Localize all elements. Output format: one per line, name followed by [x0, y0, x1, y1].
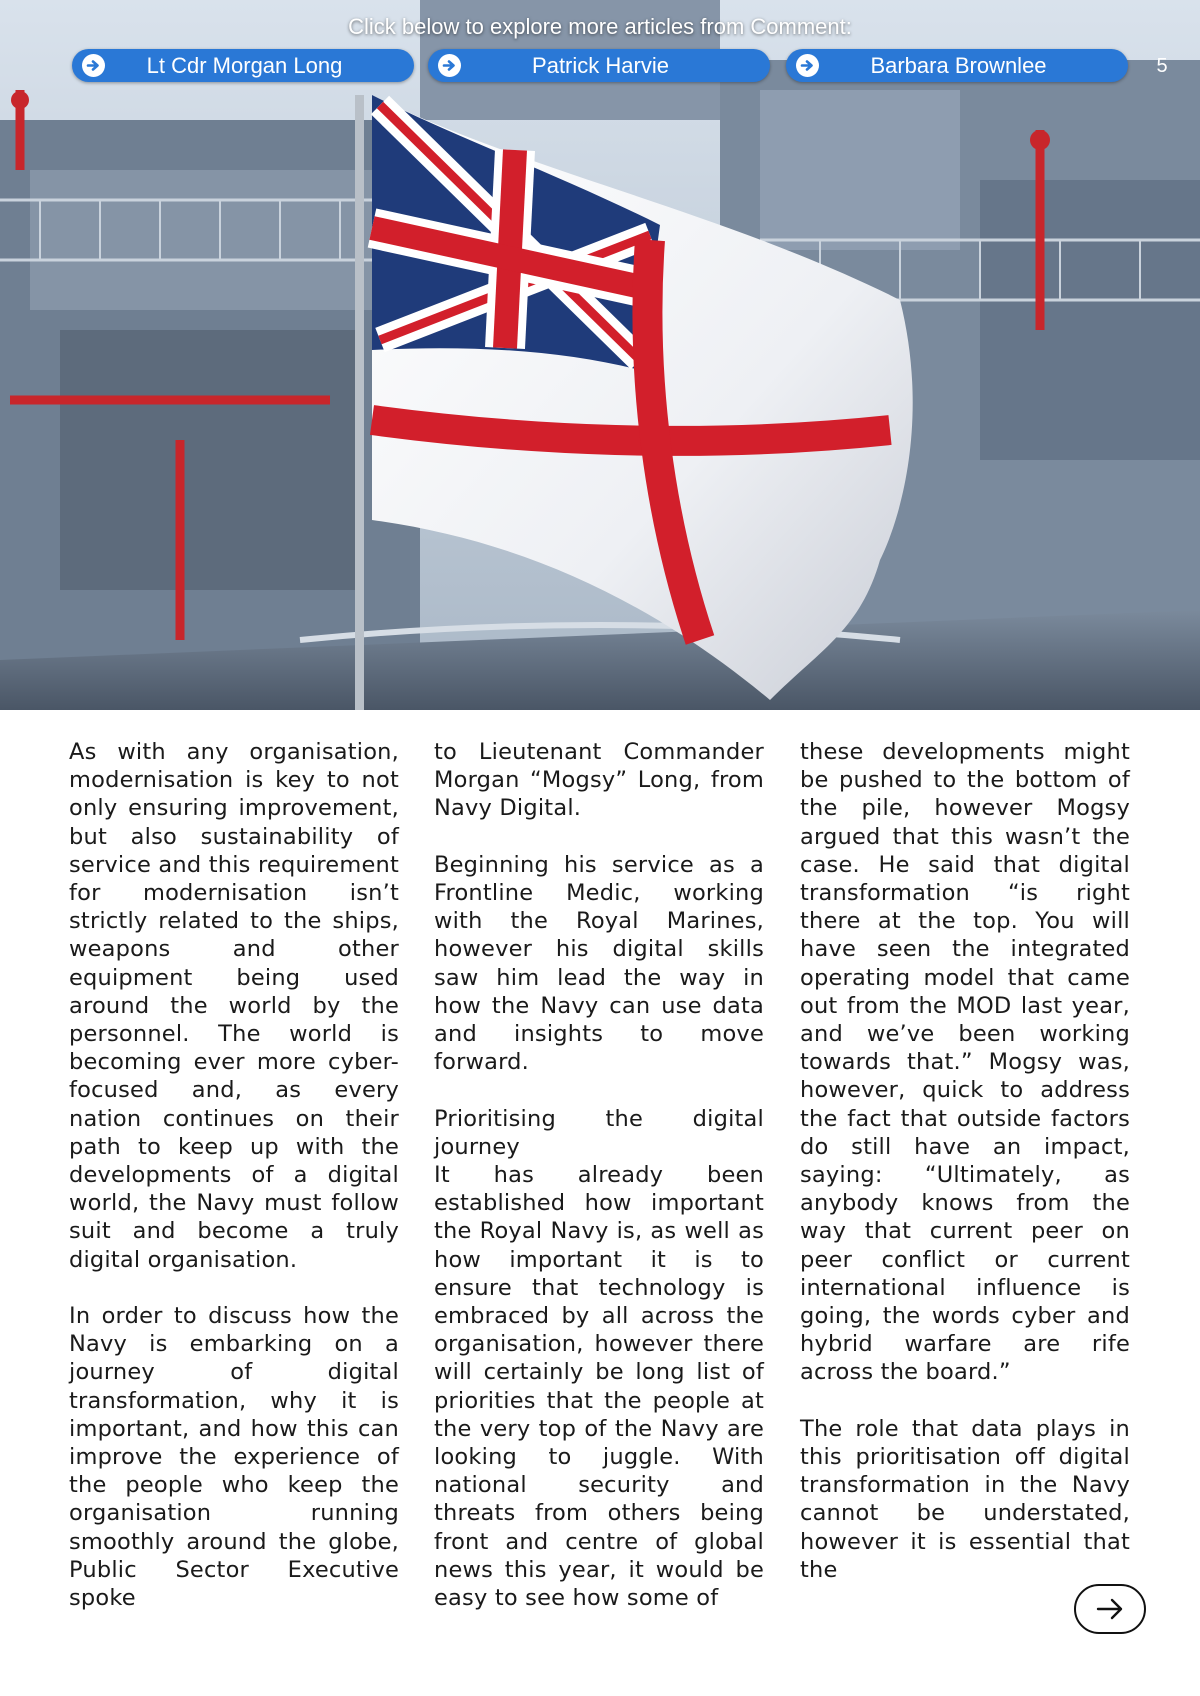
article-link-label: Patrick Harvie [532, 52, 669, 78]
article-paragraph: to Lieutenant Commander Morgan “Mogsy” Long, from Navy Digital. [434, 739, 764, 822]
article-paragraph: As with any organisation, modernisation is key to not only ensuring improvement, but also sustainability of service and this requirement for modernisation isn’t strictly related to the ships, weapons and other equipment being used around the world by the personnel. The world is becoming ever more cyber-focused and, as every nation continues on their path to keep up with the developments of a digital world, the Navy must follow suit and become a truly digital organisation. [69, 739, 399, 1273]
next-page-button[interactable] [1074, 1584, 1146, 1634]
hero-image [0, 0, 1200, 710]
article-paragraph: The role that data plays in this prioritisation off digital transformation in the Navy cannot be understated, however it is essential that the [800, 1415, 1130, 1583]
article-column-1 [69, 738, 399, 1640]
arrow-circle-right-icon [438, 54, 461, 77]
ship-flag-illustration [0, 0, 1200, 710]
article-link-barbara-brownlee[interactable] [786, 49, 1128, 82]
article-paragraph: these developments might be pushed to the bottom of the pile, however Mogsy argued that this wasn’t the case. He said that digital transformation “is right there at the top. You will have seen the integrated operating model that came out from the MOD last year, and we’ve been working towards that.” Mogsy was, however, quick to address the fact that outside factors do still have an impact, saying: “Ultimately, as anybody knows from the way that current peer on peer conflict or current international influence is going, the words cyber and hybrid warfare are rife across the board.” [800, 739, 1130, 1386]
arrow-circle-right-icon [796, 54, 819, 77]
article-column-3 [800, 738, 1130, 1612]
article-link-label: Barbara Brownlee [870, 52, 1047, 78]
article-paragraph: Beginning his service as a Frontline Medic, working with the Royal Marines, however his digital skills saw him lead the way in how the Navy can use data and insights to move forward. [434, 851, 764, 1076]
explore-articles-heading: Click below to explore more articles from Comment: [348, 14, 852, 39]
section-subheading: Prioritising the digital journey [434, 1105, 764, 1160]
arrow-right-icon [1095, 1597, 1125, 1621]
article-link-patrick-harvie[interactable] [428, 49, 770, 82]
article-paragraph: In order to discuss how the Navy is embarking on a journey of digital transformation, why it is important, and how this can improve the experience of the people who keep the organisation running smoothly around the globe, Public Sector Executive spoke [69, 1303, 399, 1612]
article-paragraph: It has already been established how important the Royal Navy is, as well as how important it is to ensure that technology is embraced by all across the organisation, however there will certainly be long list of priorities that the people at the very top of the Navy are looking to juggle. With national security and threats from others being front and centre of global news this year, it would be easy to see how some of [434, 1162, 764, 1612]
arrow-circle-right-icon [82, 54, 105, 77]
page-number: 5 [1156, 55, 1168, 77]
article-link-morgan-long[interactable] [72, 49, 414, 82]
article-column-2 [434, 738, 764, 1640]
article-link-label: Lt Cdr Morgan Long [146, 52, 343, 78]
